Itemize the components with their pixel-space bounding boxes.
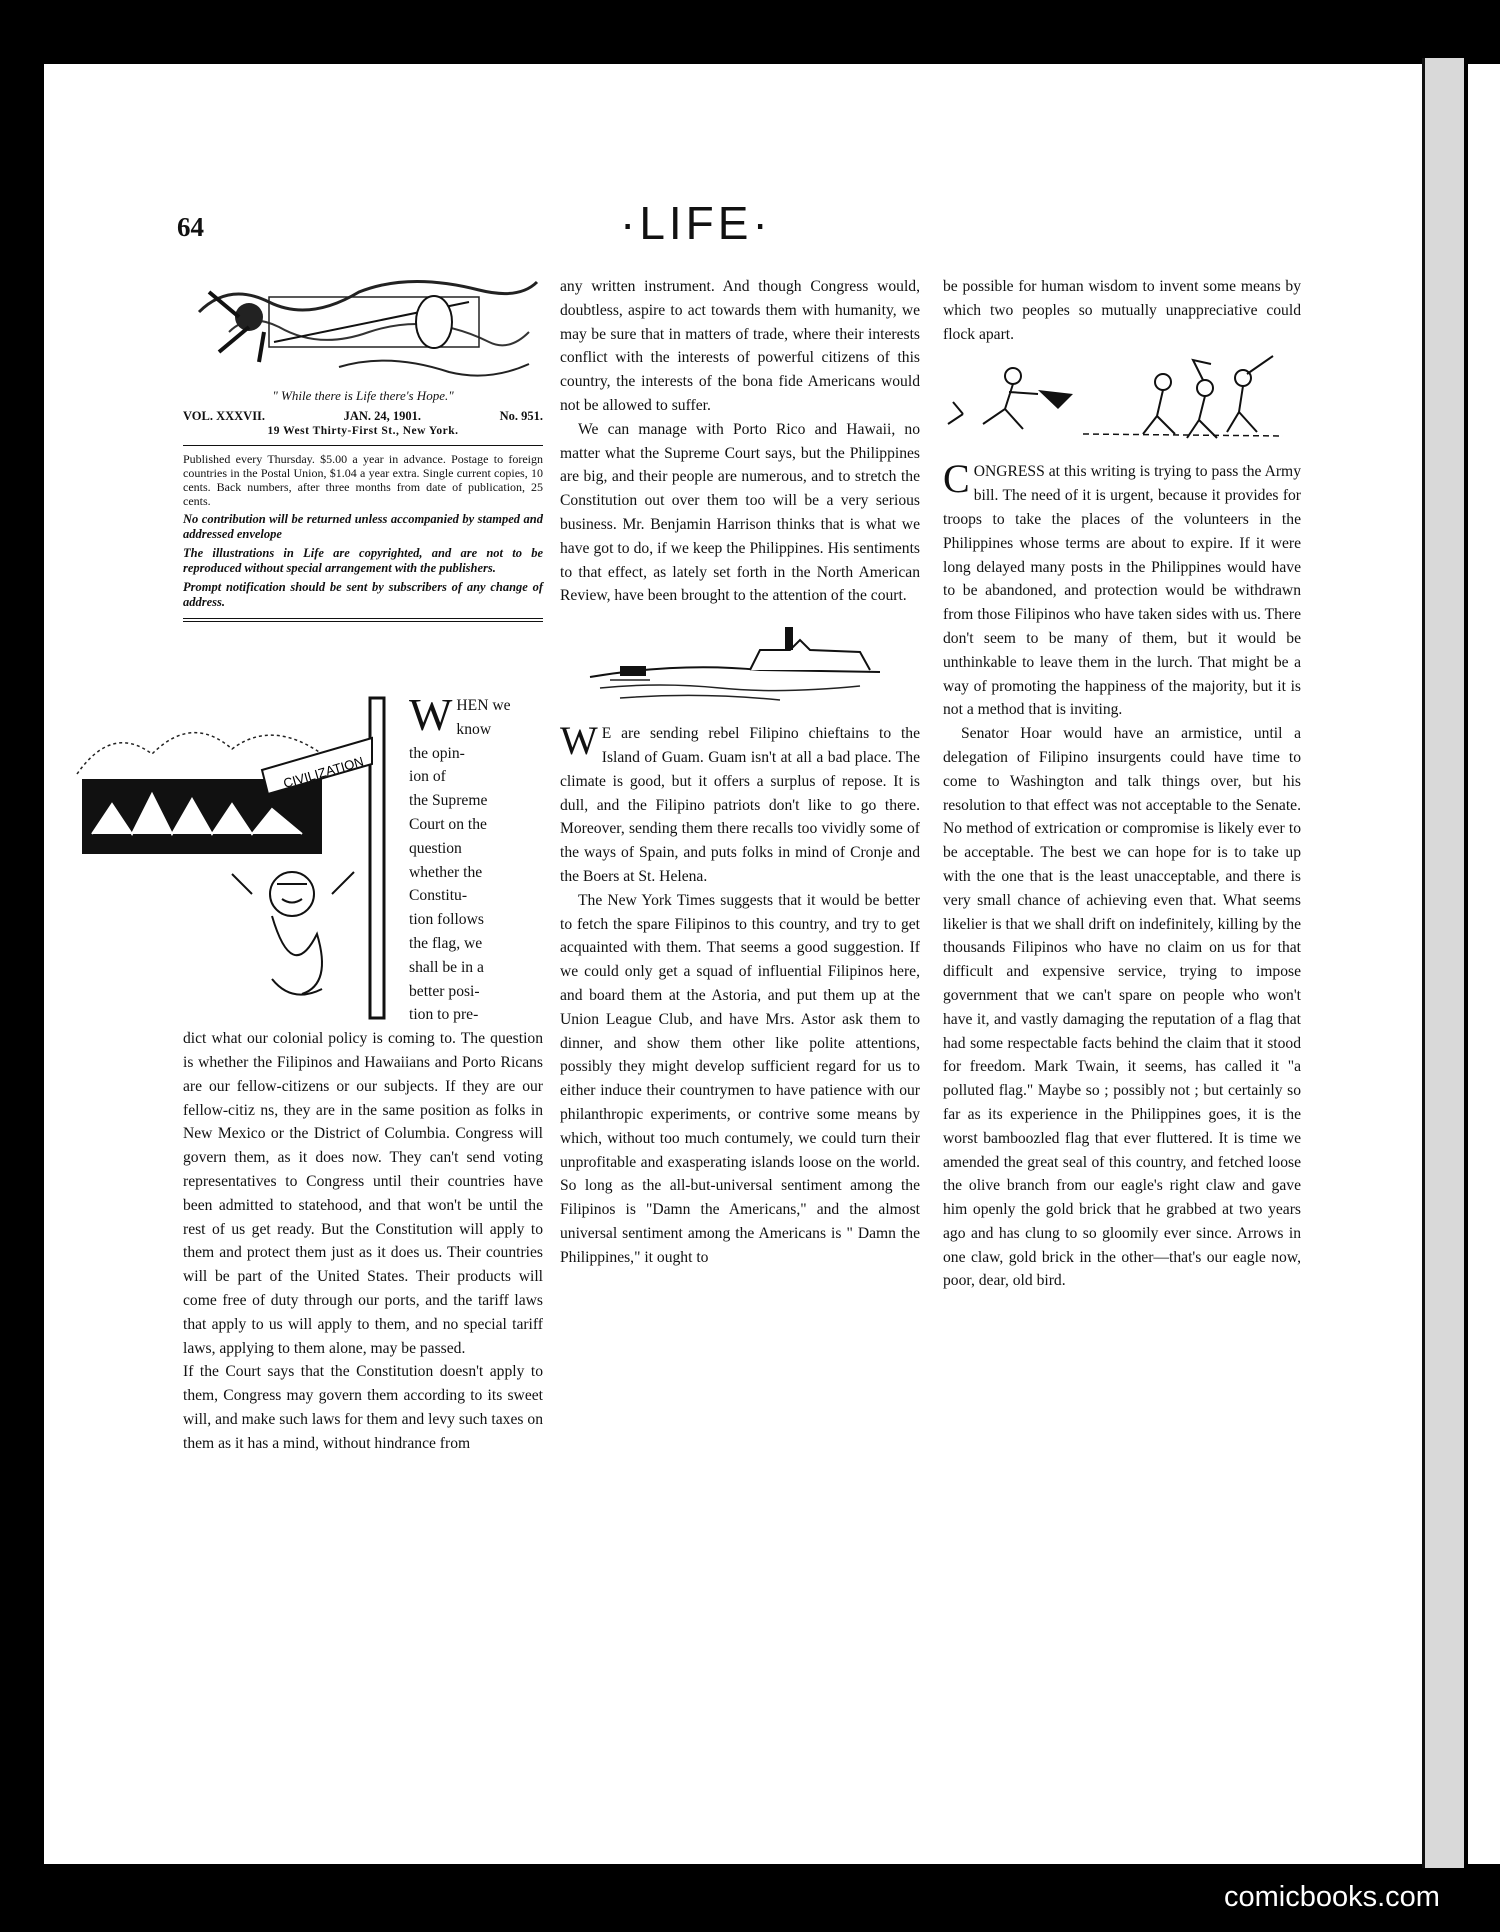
narrow-line: Court on the (409, 815, 487, 833)
page-number: 64 (177, 212, 204, 242)
paragraph: any written instrument. And though Congress would, doubtless, aspire to act towards them with humanity, we may be sure that in matters of trade, where their interests conflict with the interests of powerful citizens of this country, the interests of the bona fide Americans would not be allowed to suffer. (560, 278, 920, 414)
address: 19 West Thirty-First St., New York. (267, 424, 459, 437)
paragraph: Senator Hoar would have an armistice, until a delegation of Filipino insurgents could have time to come to Washington and talk things over, but his resolution to that effect was not acceptable to the Senate. No method of extrication or compromise is likely ever to be acceptable. The best we can hope for is to take up with the one that is the least unacceptable, and there is very small chance of achieving even that. What seems likelier is that we shall drift on indefinitely, killing by the thousands Filipinos who have no claim on us for that difficult and expensive service, trying to impose government that we can't spare on people who won't have it, and vastly damaging the reputation of a flag that had some respectable facts behind the claim that it stood for freedom. Mark Twain, it seems, has called it "a polluted flag." Maybe so ; possibly not ; but certainly so far as its experience in the Philippines goes, it is the worst bamboozled flag that ever fluttered. It is time we amended the great seal of this country, and fetched loose the olive branch from our eagle's right claw and gave him openly the gold brick that he grabbed at two years ago and has clung to so gloomily ever since. Arrows in one claw, gold brick in the other—that's our eagle now, poor, dear, old bird. (943, 725, 1301, 1290)
paragraph (943, 456, 1301, 722)
narrow-line: the flag, we (409, 934, 483, 952)
volume: VOL. XXXVII. (183, 408, 266, 423)
masthead-cartoon (189, 272, 549, 384)
volume-line (183, 408, 543, 424)
column-2 (560, 275, 920, 1269)
contribution-note: No contribution will be returned unless accompanied by stamped and addressed envelope (183, 511, 543, 541)
narrow-line: whether the (409, 863, 483, 881)
issue-number: No. 951. (499, 408, 543, 423)
narrow-line: tion to pre- (409, 1006, 479, 1024)
issue-date: JAN. 24, 1901. (343, 408, 422, 423)
next-page-sliver (1468, 64, 1500, 1864)
narrow-line: question (409, 839, 462, 857)
narrow-line: better posi- (409, 982, 480, 1000)
paragraph: The New York Times suggests that it would be better to fetch the spare Filipinos to this country, and try to get acquainted with them. That seems a good suggestion. If we could only get a squad of influential Filipinos here, and board them at the Astoria, and put them up at the Union League Club, and have Mrs. Astor ask them to dinner, and show them other like polite attentions, possibly they might develop sufficient regard for us to either induce their countrymen to have patience with our philanthropic experiments, or contrive some means by which, without too much contumely, we could turn their unprofitable and exasperating islands loose on the world. So long as the all-but-universal sentiment among the Filipinos is "Damn the Americans," and the almost universal sentiment among the Americans is " Damn the Philippines," it ought to (560, 891, 920, 1266)
address-change-note: Prompt notification should be sent by subscribers of any change of address. (183, 579, 543, 609)
narrow-line: HEN we (456, 697, 511, 714)
battleship-illustration (560, 622, 920, 712)
narrow-line: the Supreme (409, 792, 488, 810)
narrow-line: the opin- (409, 744, 465, 762)
paragraph-text: ONGRESS at this writing is trying to pass the Army bill. The need of it is urgent, because it provides for troops to take the places of the volunteers in the Philippines whose terms are about to expire. If it were long delayed many posts in the Philippines would have to be abandoned, and protection would be withdrawn from those Filipinos who have taken sides with us. There don't seem to be many of them, but it would be unthinkable to leave them in the lurch. That might be a way of promoting the happiness of the majority, but it is not a method that is inviting. (943, 463, 1301, 719)
running-figures-illustration (943, 354, 1301, 454)
publish-note: Published every Thursday. $5.00 a year in advance. Postage to foreign countries in the Postal Union, $1.04 a year extra. Single current copies, 10 cents. Back numbers, after three months from date of publication, 25 cents. (183, 451, 543, 508)
narrow-line: ion of (409, 768, 446, 786)
signpost-label: CIVILIZATION (281, 753, 366, 791)
column-1 (183, 272, 543, 630)
drop-cap: W (560, 718, 598, 764)
paragraph-text: E are sending rebel Filipino chieftains to the Island of Guam. Guam isn't at all a bad place. The climate is good, but it offers a surplus of repose. It is dull, and the Filipino patriots don't like to go there. Moreover, sending them there recalls too vividly some of the ways of Spain, and puts folks in mind of Cronje and the Boers at St. Helena. (560, 725, 920, 885)
site-watermark: comicbooks.com (1224, 1881, 1440, 1913)
narrow-line: know (456, 720, 492, 738)
narrow-lines (409, 689, 543, 1027)
paragraph (560, 718, 920, 889)
column-3 (943, 275, 1301, 1293)
double-rule (183, 618, 543, 622)
column-1-article (183, 689, 543, 1456)
drop-cap: W (409, 689, 453, 740)
drop-cap: C (943, 456, 970, 502)
paragraph: We can manage with Porto Rico and Hawaii, no matter what the Supreme Court says, but the Philippines are big, and their people are numerous, and to stretch the Constitution out over them too will be a very serious business. Mr. Benjamin Harrison thinks that is what we have got to do, if we keep the Philippines. His sentiments to that effect, as lately set forth in the North American Review, have been brought to the attention of the court. (560, 420, 920, 605)
masthead-title: ·LIFE· (620, 197, 772, 249)
narrow-line: Constitu- (409, 887, 468, 905)
copyright-note: The illustrations in Life are copyrighted, and are not to be reproduced without special arrangement with the publishers. (183, 545, 543, 575)
page-edge (1422, 58, 1467, 1868)
paragraph: If the Court says that the Constitution doesn't apply to them, Congress may govern them according to its sweet will, and make such laws for them and levy such taxes on them as it has a mind, without hindrance from (183, 1363, 543, 1452)
divider (183, 445, 543, 446)
narrow-line: shall be in a (409, 958, 484, 976)
paragraph: dict what our colonial policy is coming to. The question is whether the Filipinos and Hawaiians and Porto Ricans are our fellow-citizens or our subjects. If they are our fellow-citiz ns, they are in the same position as folks in New Mexico or the District of Columbia. Congress will govern them, as it does now. They can't send voting representatives to Congress until their countries have been admitted to statehood, and that won't be until the rest of us get ready. But the Constitution will apply to them and protect them just as it does us. Their countries will be part of the United States. Their products will come free of duty through our ports, and the tariff laws that apply to us will apply to them, and no special tariff laws, applying to them alone, may be passed. (183, 1030, 543, 1357)
narrow-line: tion follows (409, 911, 484, 929)
paragraph: be possible for human wisdom to invent some means by which two peoples so mutually unappreciative could flock apart. (943, 278, 1301, 343)
motto: " While there is Life there's Hope." (272, 388, 454, 403)
